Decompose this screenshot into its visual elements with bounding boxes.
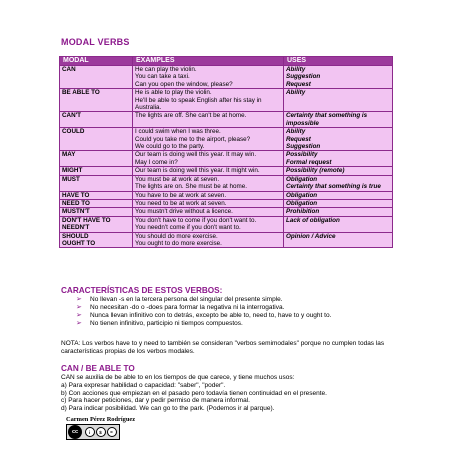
modal-label: MUSTN'T bbox=[62, 208, 90, 216]
uses-cell bbox=[284, 199, 393, 207]
modal-label: HAVE TO bbox=[62, 191, 90, 199]
modal-cell bbox=[60, 191, 133, 199]
body-line: d) Para indicar posibilidad. We can go to the park. (Podemos ir al parque). bbox=[61, 405, 275, 413]
example-sentence: You should do more exercise. bbox=[135, 232, 218, 240]
example-sentence: He can play the violin. bbox=[135, 66, 197, 73]
modal-cell bbox=[60, 89, 133, 112]
modal-label: SHOULD bbox=[62, 232, 89, 240]
example-sentence: You must be at work at seven. bbox=[135, 175, 220, 183]
uses-cell bbox=[284, 128, 393, 151]
modal-label: OUGHT TO bbox=[62, 239, 96, 247]
body-line: CAN se auxilia de be able to en los tiempos de que carece, y tiene muchos usos: bbox=[61, 374, 295, 381]
body-line: a) Para expresar habilidad o capacidad: "saber", "poder". bbox=[61, 381, 226, 389]
noncommercial-icon: $ bbox=[96, 427, 106, 437]
modal-cell bbox=[60, 232, 133, 248]
uses-cell bbox=[284, 151, 393, 167]
example-sentence: You can take a taxi. bbox=[135, 73, 190, 81]
uses-cell bbox=[284, 66, 393, 89]
table-row bbox=[60, 151, 393, 167]
characteristics-list bbox=[76, 296, 406, 328]
example-sentence: You ought to do more exercise. bbox=[135, 239, 222, 247]
examples-cell bbox=[133, 151, 284, 167]
modal-label: BE ABLE TO bbox=[62, 89, 100, 97]
arrow-bullet-icon: ➢ bbox=[76, 312, 82, 319]
use-label: Formal request bbox=[286, 158, 332, 166]
example-sentence: You have to be at work at seven. bbox=[135, 191, 227, 199]
list-item: ➢ Nunca llevan infinitivo con to detrás, excepto be able to, need to, have to y ought to. bbox=[76, 312, 332, 319]
examples-cell bbox=[133, 167, 284, 175]
uses-cell bbox=[284, 216, 393, 232]
table-row bbox=[60, 199, 393, 207]
examples-cell bbox=[133, 89, 284, 112]
use-label: Obligation bbox=[286, 199, 318, 207]
example-sentence: We could go to the party. bbox=[135, 143, 205, 151]
use-label: Suggestion bbox=[286, 73, 321, 81]
table-row bbox=[60, 175, 393, 191]
can-be-able-to-body bbox=[61, 374, 411, 413]
example-sentence: Can you open the window, please? bbox=[135, 80, 233, 88]
use-label: Possibility (remote) bbox=[286, 167, 345, 175]
use-label: Suggestion bbox=[286, 143, 321, 151]
use-label: Lack of obligation bbox=[286, 216, 340, 224]
arrow-bullet-icon: ➢ bbox=[76, 320, 82, 327]
uses-cell bbox=[284, 175, 393, 191]
example-sentence: You mustn't drive without a licence. bbox=[135, 208, 233, 216]
modal-cell bbox=[60, 199, 133, 207]
author-name: Carmen Pérez Rodríguez bbox=[66, 416, 136, 423]
arrow-bullet-icon: ➢ bbox=[76, 296, 82, 303]
list-item: ➢ No necesitan -do o -does para formar la negativa ni la interrogativa. bbox=[76, 304, 285, 311]
example-sentence: May I come in? bbox=[135, 158, 178, 166]
use-label: Possibility bbox=[286, 151, 318, 159]
body-line: c) Para hacer peticiones, dar y pedir permiso de manera informal. bbox=[61, 397, 250, 405]
uses-cell bbox=[284, 167, 393, 175]
use-label: Opinion / Advice bbox=[286, 232, 336, 240]
cc-icon: cc bbox=[68, 425, 82, 439]
uses-cell bbox=[284, 112, 393, 128]
modal-cell bbox=[60, 112, 133, 128]
use-label: Ability bbox=[286, 89, 306, 97]
use-label: Ability bbox=[286, 66, 306, 73]
example-sentence: You don't have to come if you don't want to. bbox=[135, 216, 257, 224]
modal-label: CAN'T bbox=[62, 112, 81, 120]
example-sentence: You need to be at work at seven. bbox=[135, 199, 227, 207]
example-sentence: Our team is doing well this year. It might win. bbox=[135, 167, 260, 175]
examples-cell bbox=[133, 66, 284, 89]
examples-cell bbox=[133, 175, 284, 191]
column-header-modal: MODAL bbox=[60, 57, 133, 66]
example-sentence: Could you take me to the airport, please? bbox=[135, 135, 251, 143]
table-row bbox=[60, 66, 393, 89]
table-row bbox=[60, 216, 393, 232]
uses-cell bbox=[284, 89, 393, 112]
examples-cell bbox=[133, 112, 284, 128]
noderivatives-icon: = bbox=[107, 427, 117, 437]
example-sentence: I could swim when I was three. bbox=[135, 128, 221, 136]
creative-commons-badge bbox=[66, 424, 120, 440]
use-label: Request bbox=[286, 135, 311, 143]
use-label: Certainty that something is true bbox=[286, 183, 381, 191]
note-paragraph: NOTA: Los verbos have to y need to también se consideran "verbos semimodales" porque no cumplen todas las características propias de los verbos modales. bbox=[61, 340, 385, 355]
modal-label: MIGHT bbox=[62, 167, 83, 175]
modal-label: NEEDN'T bbox=[62, 224, 90, 232]
examples-cell bbox=[133, 128, 284, 151]
examples-cell bbox=[133, 208, 284, 216]
example-sentence: The lights are on. She must be at home. bbox=[135, 183, 248, 191]
table-row bbox=[60, 89, 393, 112]
use-label: Certainty that something is impossible bbox=[286, 112, 368, 127]
example-sentence: The lights are off. She can't be at home. bbox=[135, 112, 247, 120]
table-row bbox=[60, 112, 393, 128]
uses-cell bbox=[284, 208, 393, 216]
modal-label: DON'T HAVE TO bbox=[62, 216, 111, 224]
modal-label: MAY bbox=[62, 151, 76, 159]
table-row bbox=[60, 208, 393, 216]
use-label: Obligation bbox=[286, 191, 318, 199]
modal-cell bbox=[60, 216, 133, 232]
example-sentence: You needn't come if you don't want to. bbox=[135, 224, 241, 232]
modal-cell bbox=[60, 128, 133, 151]
modal-cell bbox=[60, 167, 133, 175]
example-sentence: He'll be able to speak English after his stay in Australia. bbox=[135, 96, 262, 112]
table-row bbox=[60, 167, 393, 175]
uses-cell bbox=[284, 191, 393, 199]
examples-cell bbox=[133, 232, 284, 248]
page-title: MODAL VERBS bbox=[61, 37, 130, 47]
use-label: Ability bbox=[286, 128, 306, 136]
use-label: Obligation bbox=[286, 175, 318, 183]
modal-cell bbox=[60, 151, 133, 167]
table-header-row bbox=[60, 57, 393, 66]
arrow-bullet-icon: ➢ bbox=[76, 304, 82, 311]
examples-cell bbox=[133, 199, 284, 207]
modal-label: NEED TO bbox=[62, 199, 90, 207]
examples-cell bbox=[133, 216, 284, 232]
modal-cell bbox=[60, 208, 133, 216]
example-sentence: He is able to play the violin. bbox=[135, 89, 212, 97]
list-item: ➢ No tienen infinitivo, participio ni tiempos compuestos. bbox=[76, 320, 243, 327]
characteristics-heading: CARACTERÍSTICAS DE ESTOS VERBOS: bbox=[61, 286, 223, 295]
modal-label: MUST bbox=[62, 175, 80, 183]
uses-cell bbox=[284, 232, 393, 248]
column-header-uses: USES bbox=[284, 57, 393, 66]
can-be-able-to-heading: CAN / BE ABLE TO bbox=[61, 364, 135, 373]
use-label: Prohibition bbox=[286, 208, 320, 216]
modal-label: CAN bbox=[62, 66, 76, 73]
modal-verbs-table bbox=[59, 56, 393, 248]
column-header-examples: EXAMPLES bbox=[133, 57, 284, 66]
body-line: b) Con acciones que empiezan en el pasado pero todavía tienen continuidad en el presente. bbox=[61, 389, 327, 397]
table-row bbox=[60, 191, 393, 199]
attribution-icon: i bbox=[85, 427, 95, 437]
example-sentence: Our team is doing well this year. It may win. bbox=[135, 151, 257, 159]
modal-label: COULD bbox=[62, 128, 85, 136]
modal-cell bbox=[60, 175, 133, 191]
modal-cell bbox=[60, 66, 133, 89]
table-row bbox=[60, 128, 393, 151]
table-row bbox=[60, 232, 393, 248]
list-item: ➢ No llevan -s en la tercera persona del singular del presente simple. bbox=[76, 296, 283, 303]
use-label: Request bbox=[286, 80, 311, 88]
examples-cell bbox=[133, 191, 284, 199]
